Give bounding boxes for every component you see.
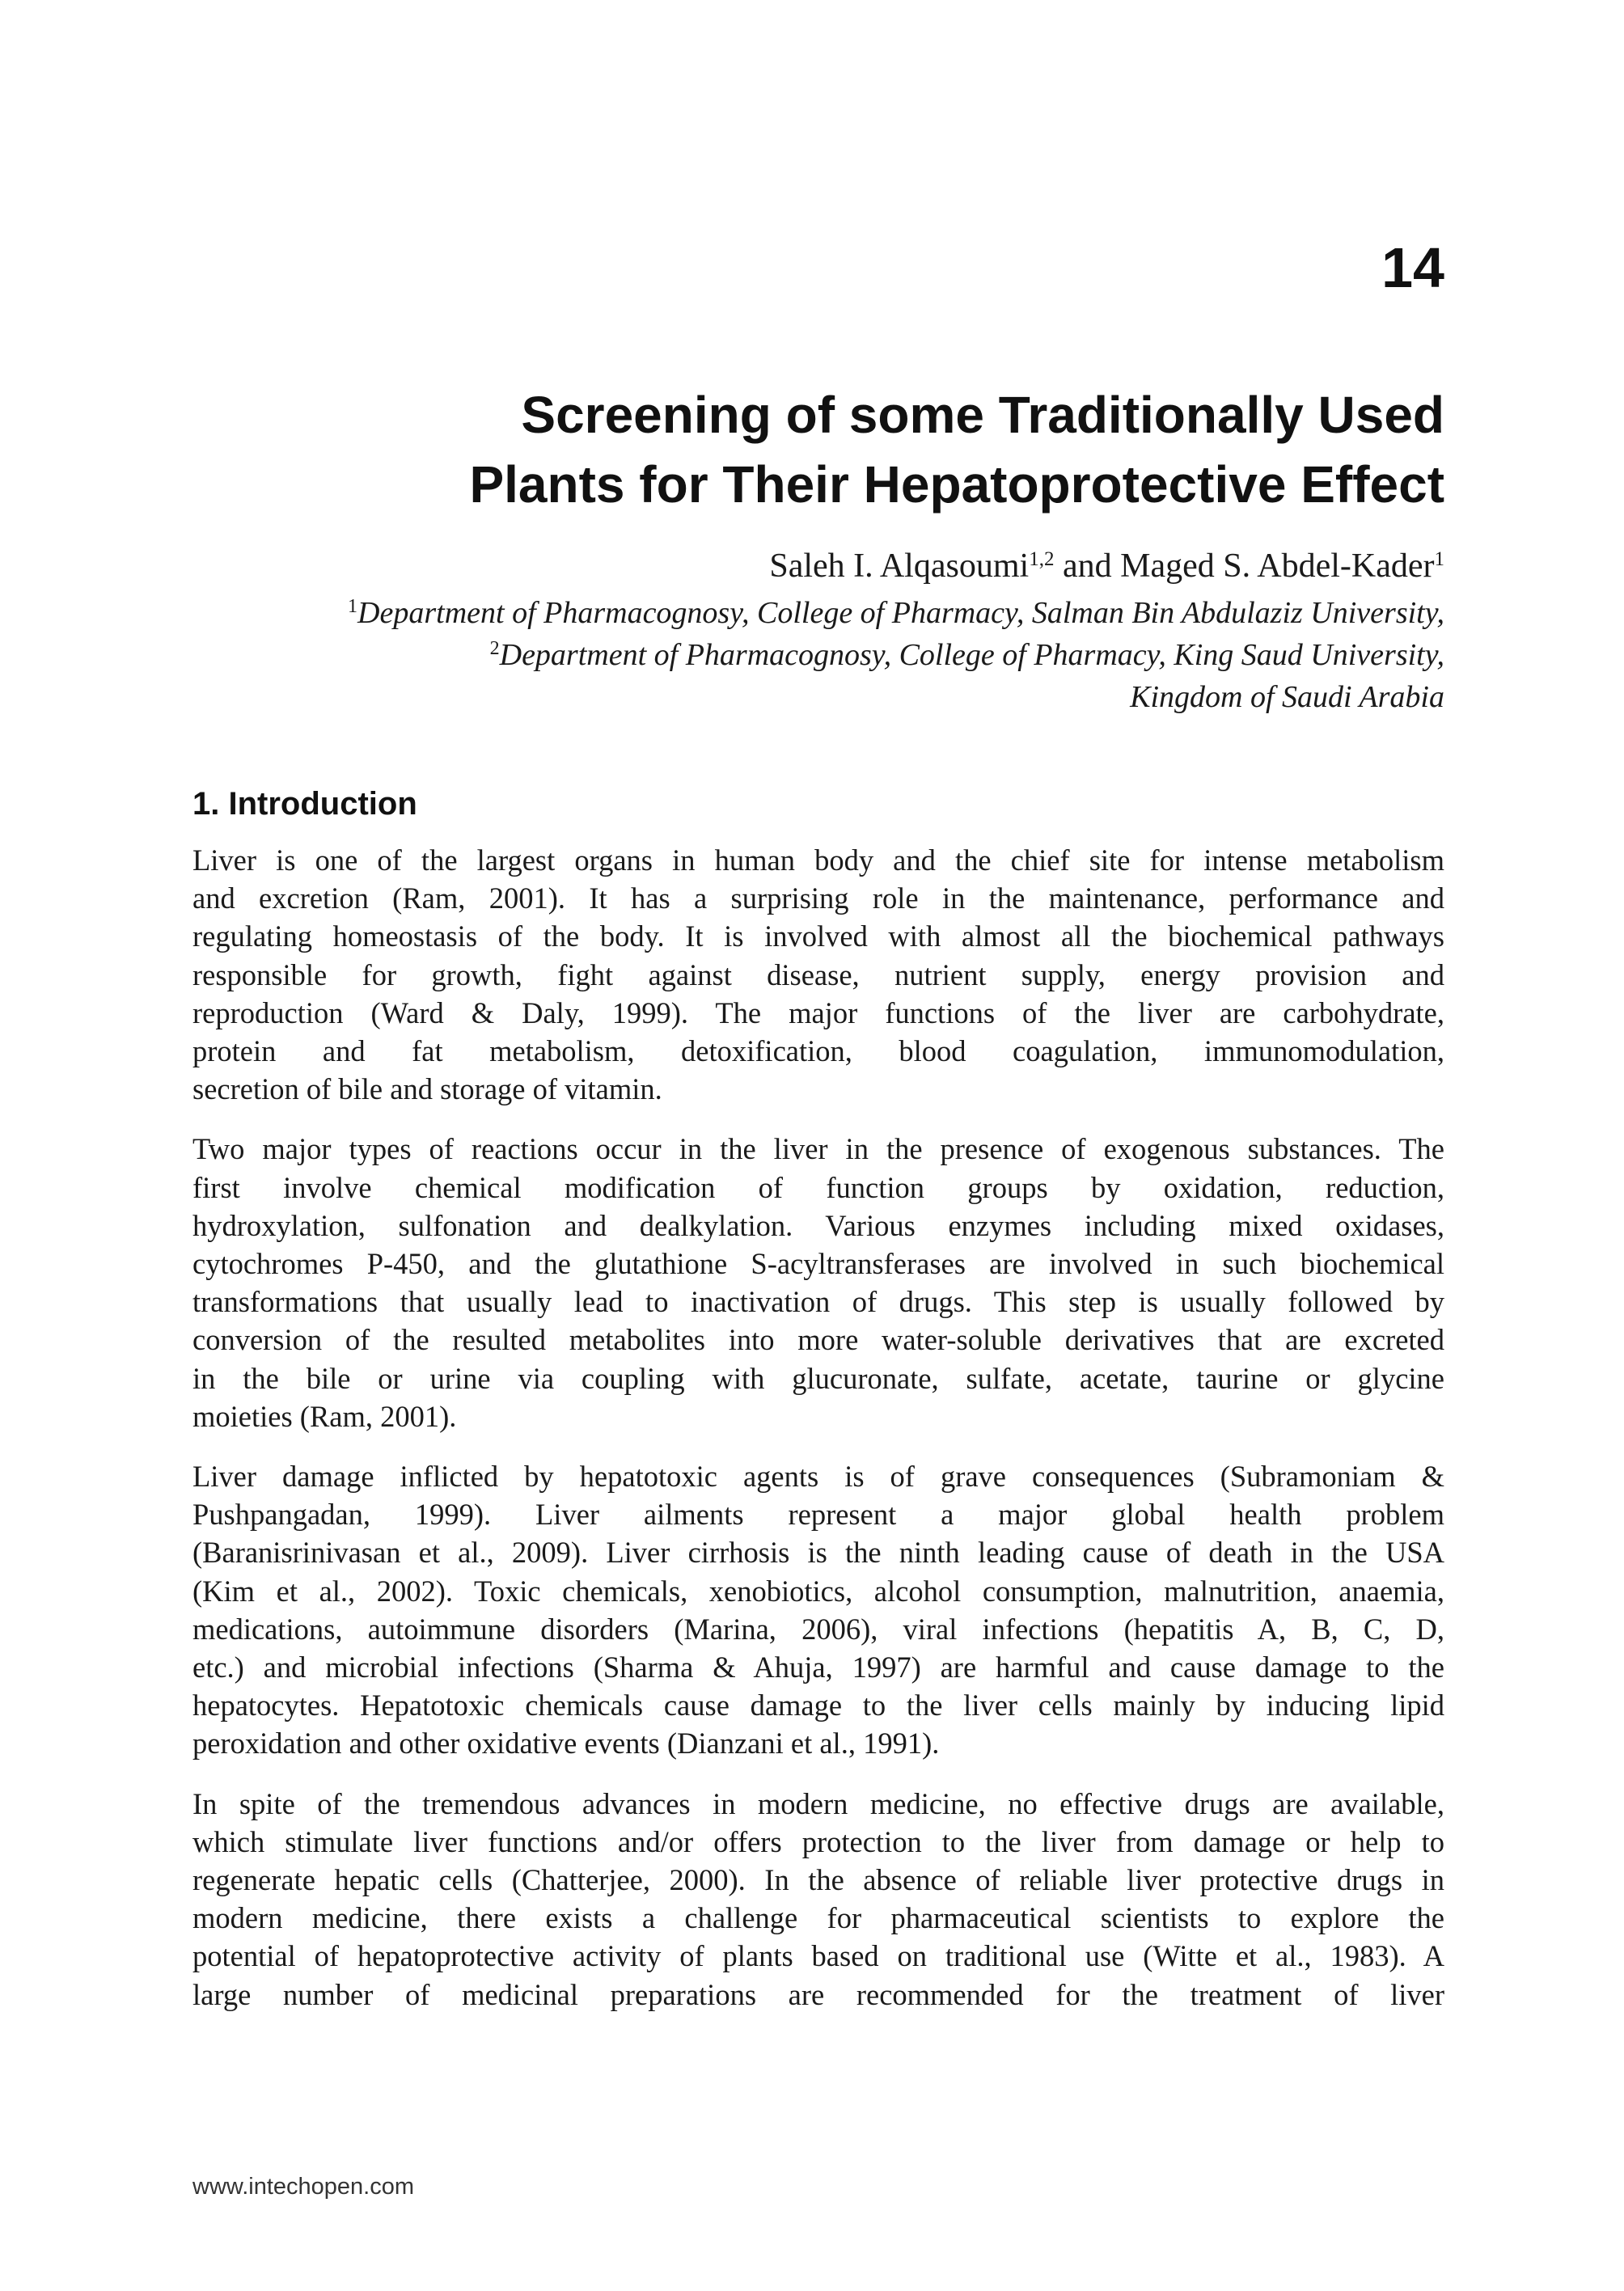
footer-url[interactable]: www.intechopen.com [192,2174,415,2200]
chapter-title [231,380,1444,519]
body-line: cytochromes P-450, and the glutathione S-acyltransferases are involved in such biochemical [192,1247,1444,1281]
body-line: In spite of the tremendous advances in modern medicine, no effective drugs are available, [192,1786,1444,1820]
body-line: medications, autoimmune disorders (Marina, 2006), viral infections (hepatitis A, B, C, D, [192,1612,1444,1646]
affiliation-marker: 2 [489,638,500,659]
body-line: first involve chemical modification of function groups by oxidation, reduction, [192,1170,1444,1204]
section-body [192,841,1444,2035]
body-line: etc.) and microbial infections (Sharma & Ahuja, 1997) are harmful and cause damage to the [192,1651,1444,1684]
body-line: hydroxylation, sulfonation and dealkylation. Various enzymes including mixed oxidases, [192,1208,1444,1242]
body-line: and excretion (Ram, 2001). It has a surprising role in the maintenance, performance and [192,881,1444,915]
body-line: potential of hepatoprotective activity of plants based on traditional use (Witte et al., 1983). A [192,1939,1444,1973]
body-paragraph [192,1785,1444,2014]
author-name: Maged S. Abdel-Kader [1120,547,1435,585]
body-paragraph [192,1130,1444,1435]
body-line: reproduction (Ward & Daly, 1999). The major functions of the liver are carbohydrate, [192,995,1444,1029]
affiliation-text: Department of Pharmacognosy, College of Pharmacy, Salman Bin Abdulaziz University, [357,596,1444,630]
author-name: Saleh I. Alqasoumi [769,547,1030,585]
body-line: regulating homeostasis of the body. It is involved with almost all the biochemical pathways [192,919,1444,953]
body-line: moieties (Ram, 2001). [192,1399,457,1433]
affiliation-marker: 1 [348,596,358,617]
body-paragraph [192,841,1444,1108]
body-line: conversion of the resulted metabolites into more water-soluble derivatives that are excreted [192,1323,1444,1357]
body-line: regenerate hepatic cells (Chatterjee, 2000). In the absence of reliable liver protective drugs in [192,1863,1444,1897]
body-line: transformations that usually lead to inactivation of drugs. This step is usually followed by [192,1285,1444,1319]
body-line: hepatocytes. Hepatotoxic chemicals cause damage to the liver cells mainly by inducing lipid [192,1689,1444,1722]
author-list [70,545,1444,587]
section-heading: 1. Introduction [192,786,417,822]
body-line: which stimulate liver functions and/or offers protection to the liver from damage or help to [192,1824,1444,1858]
body-line: (Kim et al., 2002). Toxic chemicals, xenobiotics, alcohol consumption, malnutrition, anaemia, [192,1574,1444,1608]
author-connector: and [1054,547,1121,585]
affiliation-line [0,676,1444,718]
affiliation-text: Kingdom of Saudi Arabia [1130,680,1444,714]
body-line: Two major types of reactions occur in the liver in the presence of exogenous substances. The [192,1132,1444,1166]
body-line: peroxidation and other oxidative events (Dianzani et al., 1991). [192,1727,940,1761]
body-line: responsible for growth, fight against disease, nutrient supply, energy provision and [192,957,1444,991]
chapter-title-line-2: Plants for Their Hepatoprotective Effect [469,455,1444,514]
affiliation-line [0,634,1444,676]
chapter-title-line-1: Screening of some Traditionally Used [521,386,1444,444]
body-line: Liver damage inflicted by hepatotoxic agents is of grave consequences (Subramoniam & [192,1460,1444,1494]
body-line: (Baranisrinivasan et al., 2009). Liver cirrhosis is the ninth leading cause of death in the USA [192,1536,1444,1570]
author-affiliation-marker: 1 [1434,548,1444,570]
body-paragraph [192,1457,1444,1763]
author-affiliation-marker: 1,2 [1029,548,1055,570]
body-line: secretion of bile and storage of vitamin. [192,1072,662,1106]
body-line: Pushpangadan, 1999). Liver ailments represent a major global health problem [192,1498,1444,1532]
affiliation-line [0,592,1444,634]
affiliation-list [0,592,1444,718]
body-line: large number of medicinal preparations are recommended for the treatment of liver [192,1977,1444,2011]
affiliation-text: Department of Pharmacognosy, College of Pharmacy, King Saud University, [499,638,1444,672]
body-line: protein and fat metabolism, detoxification, blood coagulation, immunomodulation, [192,1034,1444,1068]
body-line: modern medicine, there exists a challenge for pharmaceutical scientists to explore the [192,1901,1444,1935]
body-line: in the bile or urine via coupling with glucuronate, sulfate, acetate, taurine or glycine [192,1361,1444,1395]
body-line: Liver is one of the largest organs in human body and the chief site for intense metabolism [192,843,1444,877]
chapter-number: 14 [1381,236,1444,299]
